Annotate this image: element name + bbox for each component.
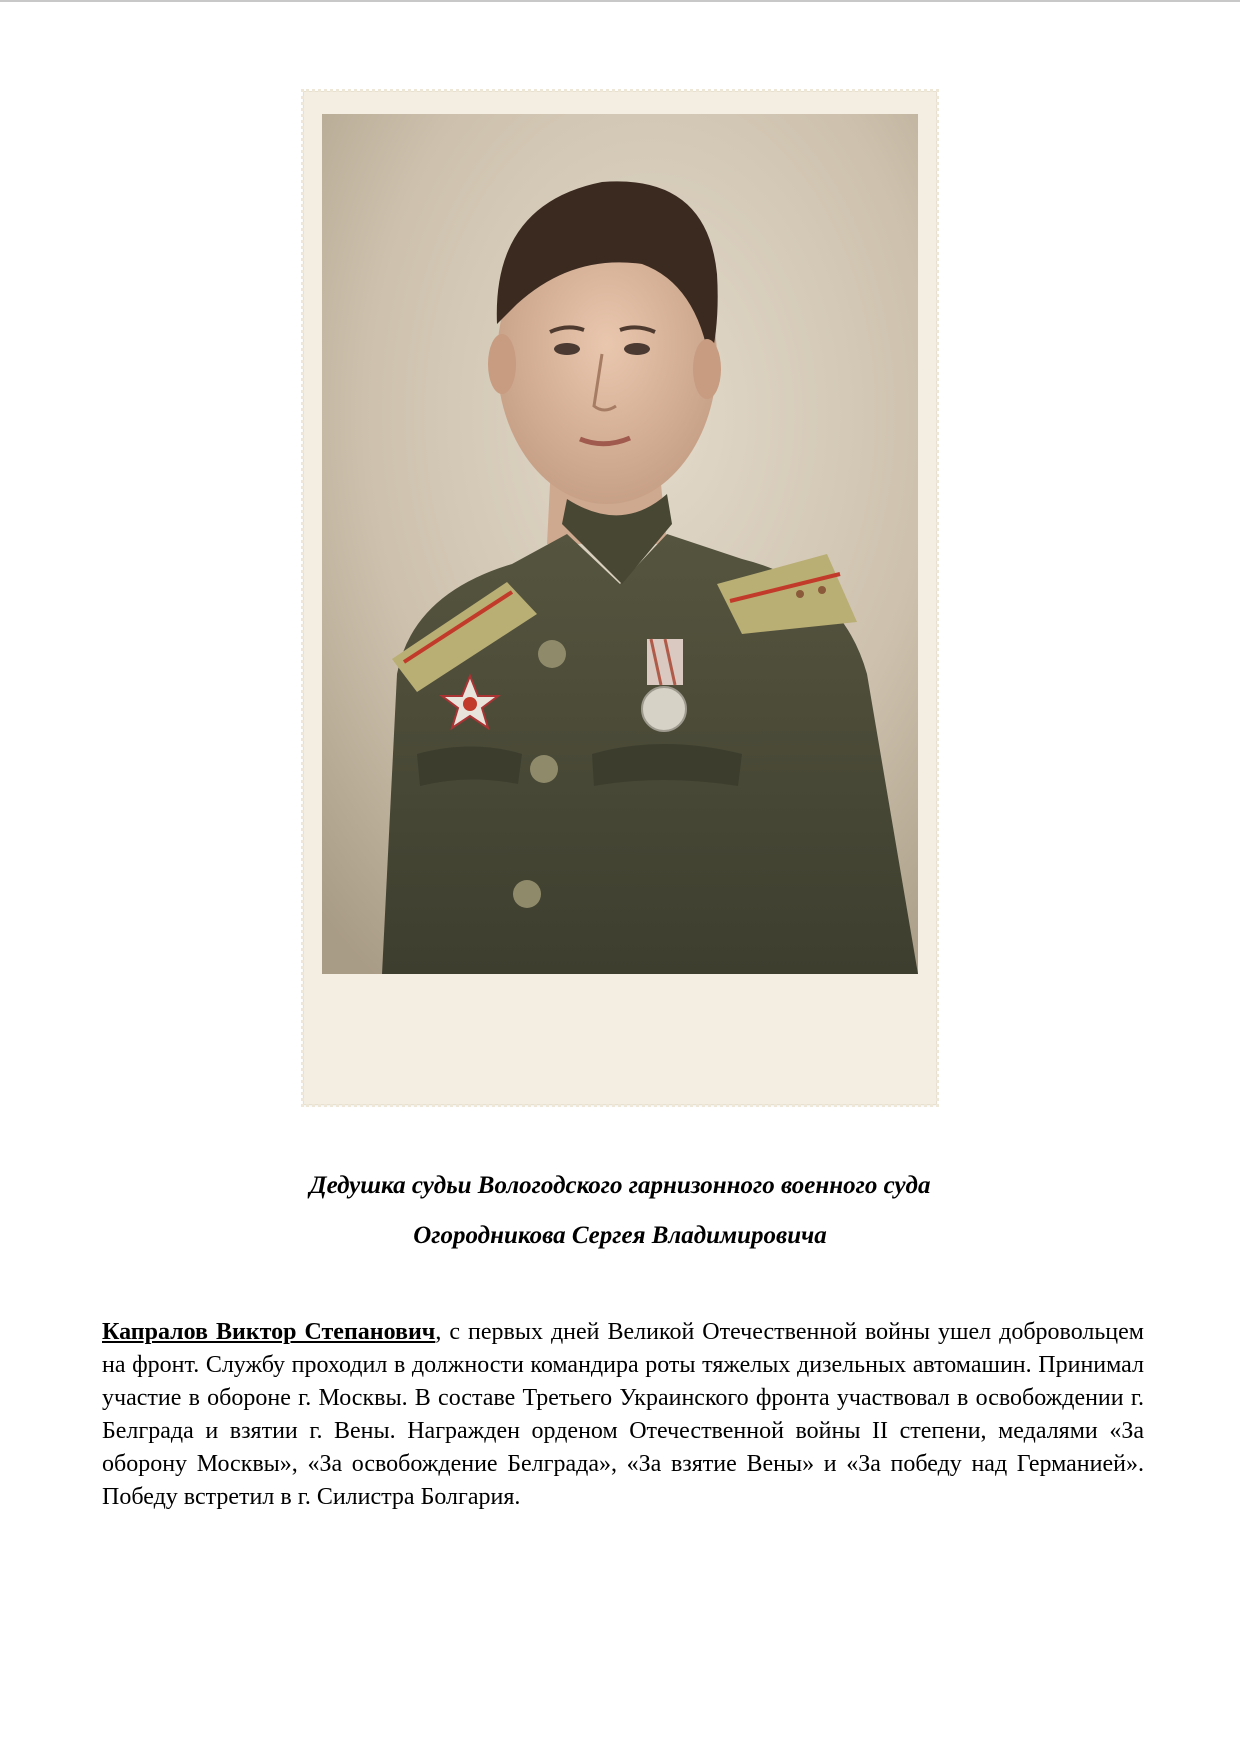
top-rule	[0, 0, 1240, 2]
caption-line-1: Дедушка судьи Вологодского гарнизонного военного суда	[309, 1172, 931, 1199]
person-name: Капралов Виктор Степанович	[102, 1319, 436, 1345]
biography-paragraph	[102, 1316, 1144, 1514]
photo-card	[304, 92, 936, 1104]
portrait-photo	[322, 114, 918, 974]
caption-line-2: Огородникова Сергея Владимировича	[413, 1222, 827, 1249]
biography-text: , с первых дней Великой Отечественной войны ушел добровольцем на фронт. Службу проходил в должности командира роты тяжелых дизельных автомашин. Принимал участие в обороне г. Москвы. В составе Третьего Украинского фронта участвовал в освобождении г. Белграда и взятии г. Вены. Награжден орденом Отечественной войны II степени, медалями «За оборону Москвы», «За освобождение Белграда», «За взятие Вены» и «За победу над Германией». Победу встретил в г. Силистра Болгария.	[102, 1319, 1144, 1510]
